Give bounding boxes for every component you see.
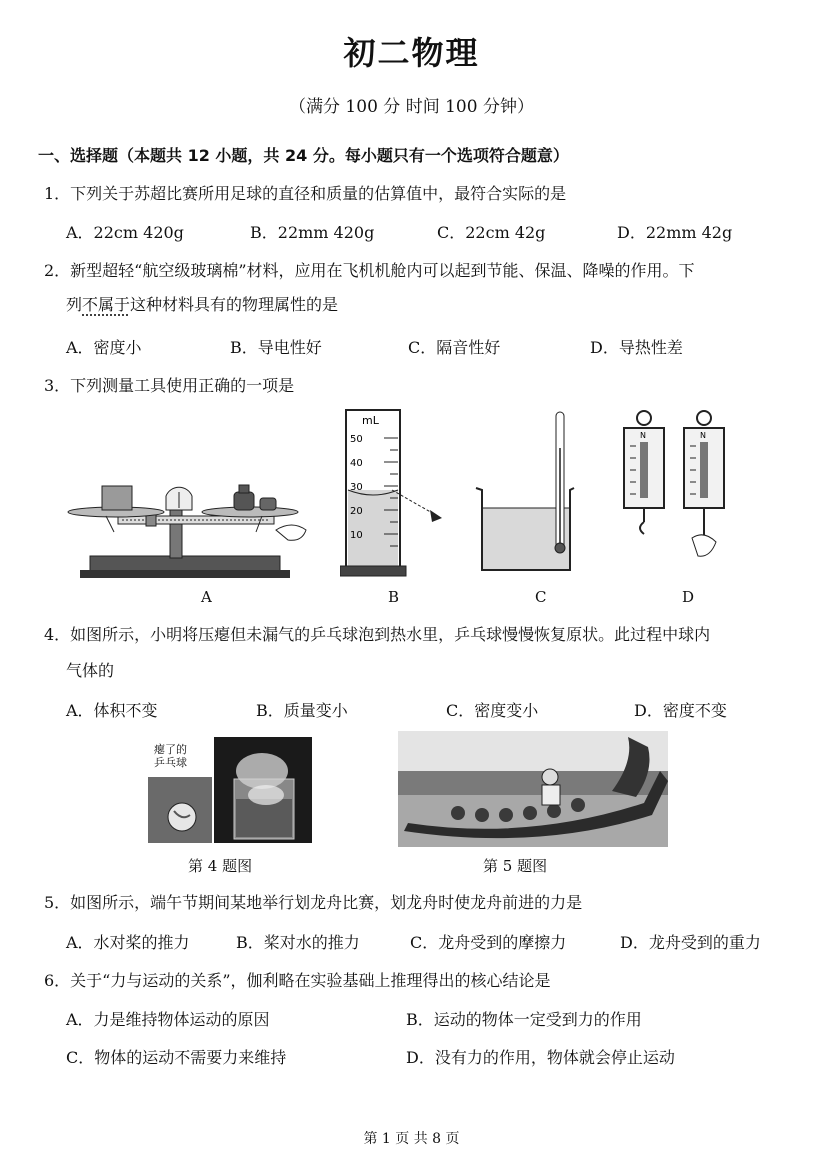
cylinder-unit: mL: [362, 414, 379, 427]
q1-option-d: D．22mm 42g: [617, 223, 733, 242]
cylinder-tick-20: 20: [350, 506, 363, 517]
q1-option-b: B．22mm 420g: [250, 223, 375, 242]
question-6-stem: 6．关于“力与运动的关系”，伽利略在实验基础上推理得出的核心结论是: [44, 971, 551, 990]
q6-option-a: A．力是维持物体运动的原因: [66, 1010, 270, 1029]
exam-subtitle: （满分 100 分 时间 100 分钟）: [289, 97, 534, 117]
q1-option-a: A．22cm 420g: [66, 223, 184, 242]
q6-option-d: D．没有力的作用，物体就会停止运动: [406, 1048, 675, 1067]
q3-label-b: B: [388, 588, 400, 606]
balance-scale-figure: [66, 470, 316, 582]
q5-option-d: D．龙舟受到的重力: [620, 933, 761, 952]
question-2-stem-line2: [66, 292, 338, 315]
q6-option-b: B．运动的物体一定受到力的作用: [406, 1010, 642, 1029]
page-footer: 第 1 页 共 8 页: [363, 1131, 460, 1147]
q2-text-pre: 列: [66, 295, 83, 314]
section-heading: 一、选择题（本题共 12 小题，共 24 分。每小题只有一个选项符合题意）: [38, 146, 569, 165]
page-title: 初二物理: [343, 34, 480, 72]
graduated-cylinder-figure: [340, 406, 450, 581]
q2-emphasis: 不属于: [82, 295, 131, 314]
figure-5-caption: 第 5 题图: [483, 857, 548, 875]
q2-text-post: 这种材料具有的物理属性的是: [130, 295, 339, 314]
question-1-stem: 1．下列关于苏超比赛所用足球的直径和质量的估算值中，最符合实际的是: [44, 184, 567, 203]
q3-label-d: D: [682, 588, 695, 606]
q4-option-a: A．体积不变: [66, 701, 158, 720]
scale-letter-left: N: [640, 431, 646, 440]
q5-option-c: C．龙舟受到的摩擦力: [410, 933, 567, 952]
q6-option-c: C．物体的运动不需要力来维持: [66, 1048, 287, 1067]
q2-option-b: B．导电性好: [230, 338, 322, 357]
question-2-stem-line1: 2．新型超轻“航空级玻璃棉”材料，应用在飞机机舱内可以起到节能、保温、降噪的作用。下: [44, 261, 695, 280]
scale-letter-right: N: [700, 431, 706, 440]
question-4-stem-line1: 4．如图所示，小明将压瘪但未漏气的乒乓球泡到热水里，乒乓球慢慢恢复原状。此过程中球内: [44, 625, 711, 644]
q5-option-b: B．桨对水的推力: [236, 933, 360, 952]
question-4-stem-line2: 气体的: [66, 661, 115, 680]
q5-option-a: A．水对桨的推力: [66, 933, 190, 952]
question-5-stem: 5．如图所示，端午节期间某地举行划龙舟比赛，划龙舟时使龙舟前进的力是: [44, 893, 583, 912]
cylinder-tick-30: 30: [350, 482, 363, 493]
cylinder-tick-40: 40: [350, 458, 363, 469]
q4-option-c: C．密度变小: [446, 701, 539, 720]
q3-label-a: A: [201, 588, 212, 606]
q2-option-c: C．隔音性好: [408, 338, 501, 357]
q2-option-a: A．密度小: [66, 338, 142, 357]
dragon-boat-photo: [398, 731, 668, 847]
ping-pong-photo: [148, 737, 312, 843]
q1-option-c: C．22cm 42g: [437, 223, 546, 242]
cylinder-tick-50: 50: [350, 434, 363, 445]
ping-pong-label: 瘪了的 乒乓球: [154, 743, 187, 769]
q3-label-c: C: [535, 588, 547, 606]
beaker-thermometer-figure: [468, 408, 588, 578]
figure-4-caption: 第 4 题图: [188, 857, 253, 875]
spring-scale-figure: [618, 408, 738, 578]
question-3-stem: 3．下列测量工具使用正确的一项是: [44, 376, 295, 395]
q2-option-d: D．导热性差: [590, 338, 683, 357]
cylinder-tick-10: 10: [350, 530, 363, 541]
q4-option-b: B．质量变小: [256, 701, 348, 720]
q4-option-d: D．密度不变: [634, 701, 727, 720]
